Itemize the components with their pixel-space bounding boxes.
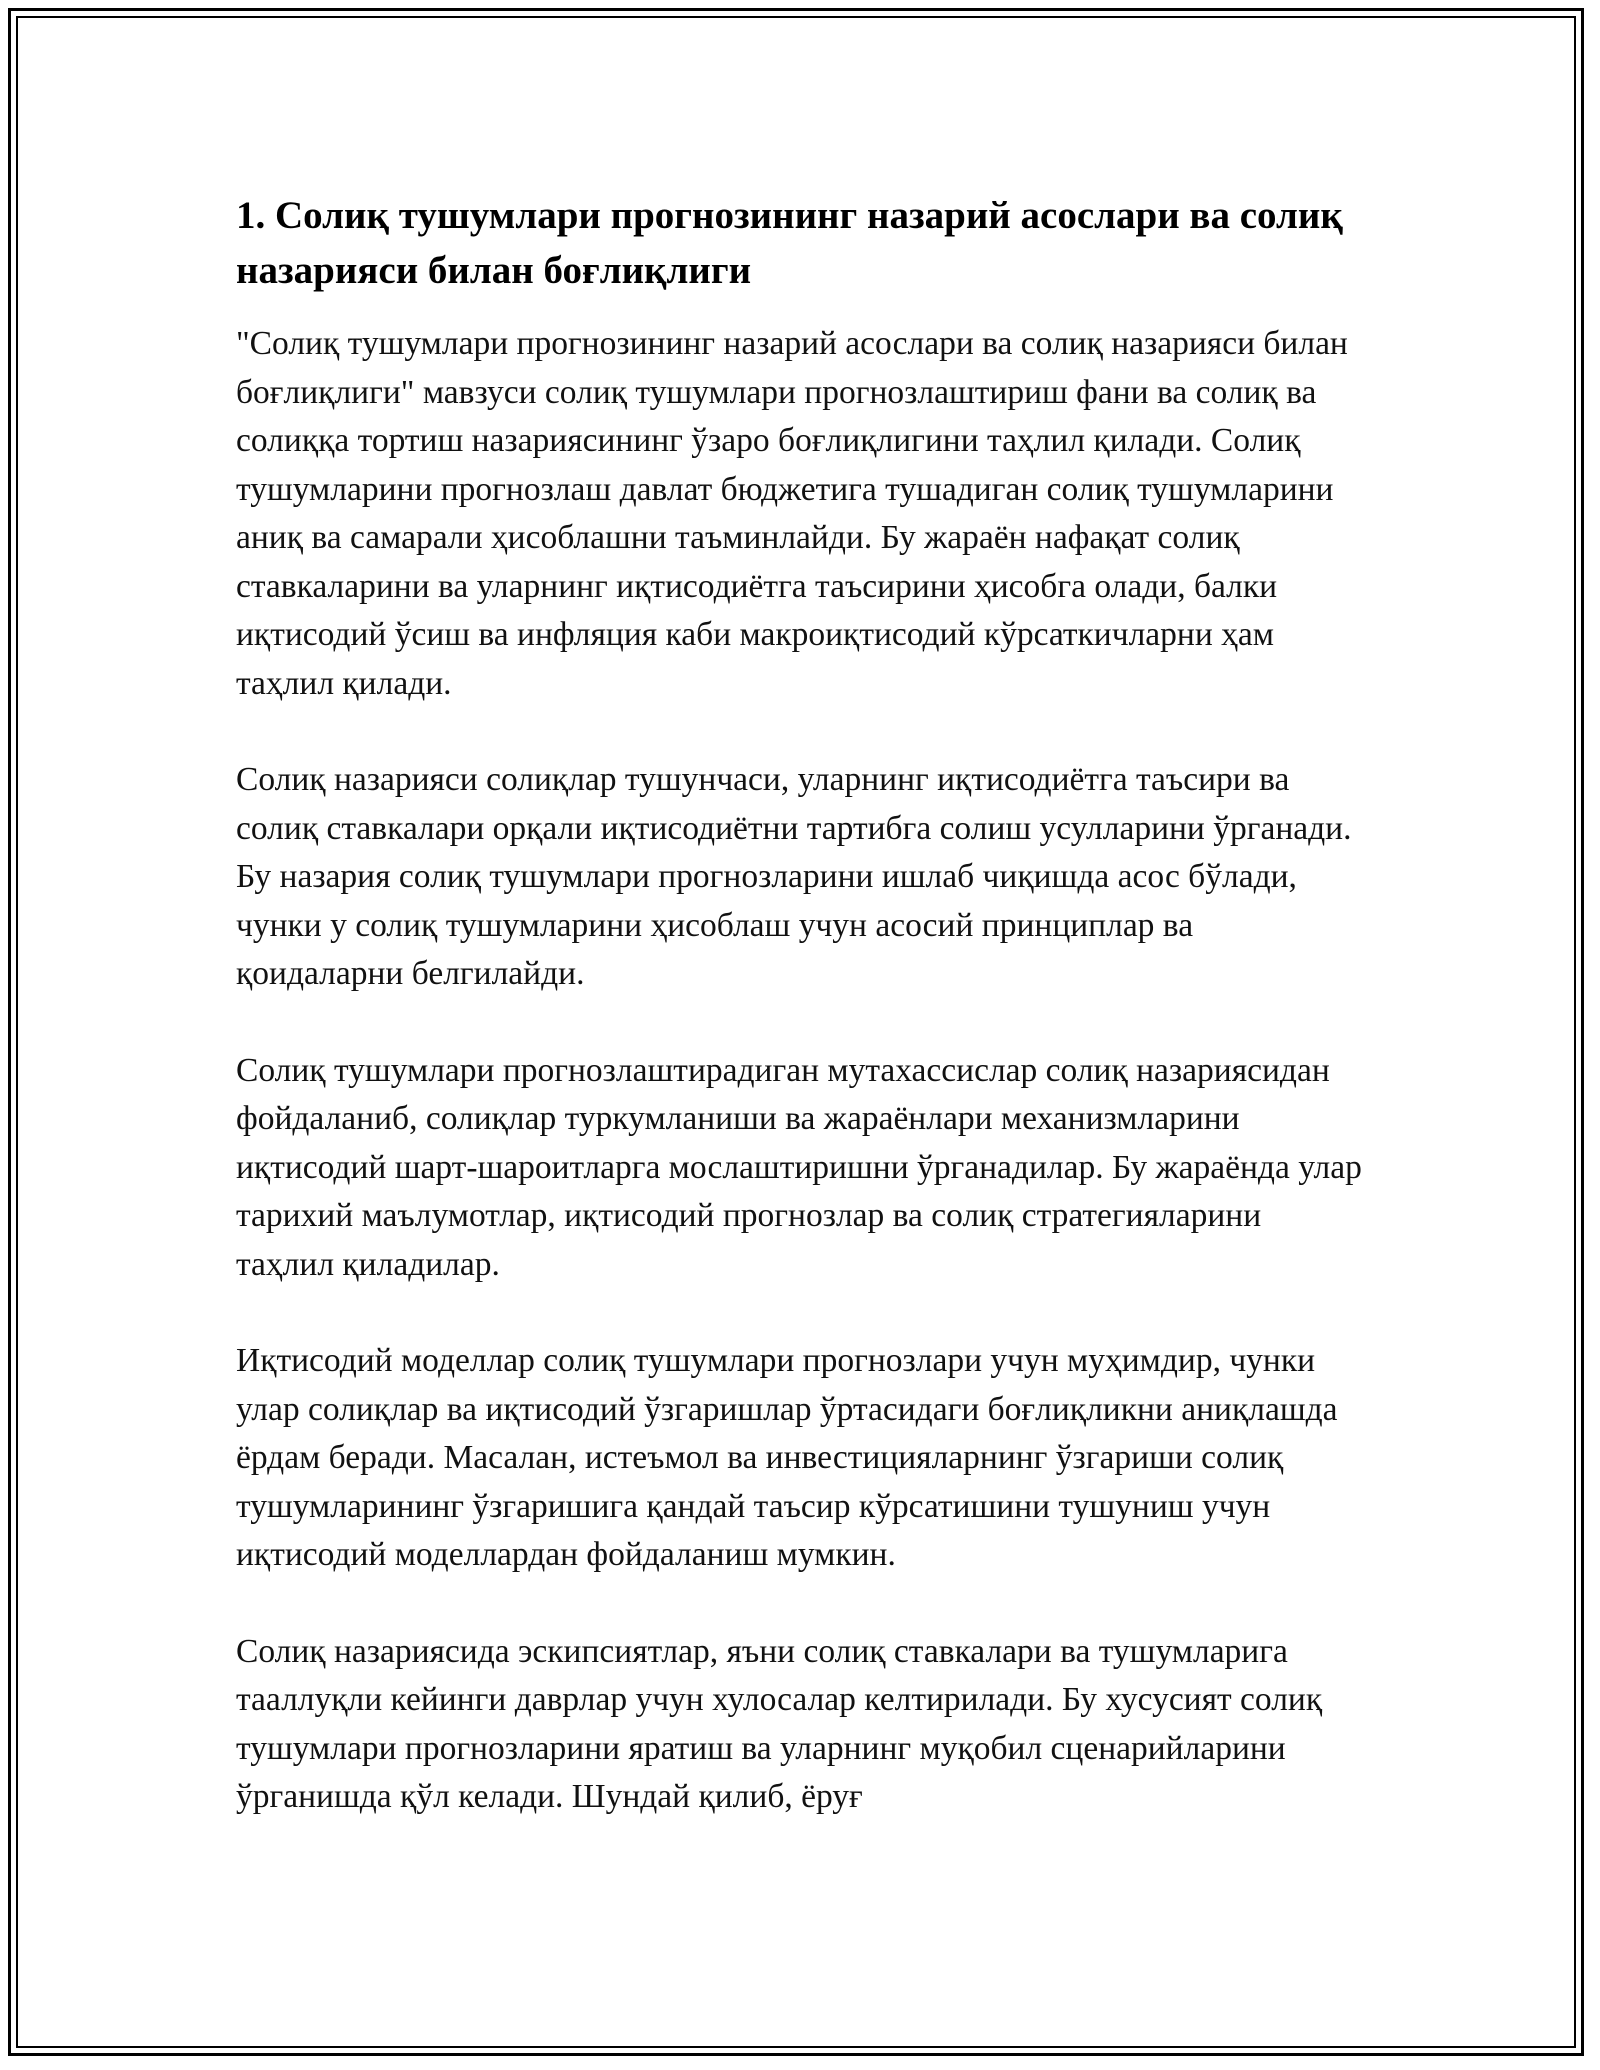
paragraph-5: Солиқ назариясида эскипсиятлар, яъни солиқ ставкалари ва тушумларига тааллуқли кейинги даврлар учун хулосалар келтирилади. Бу хусусият солиқ тушумлари прогнозларини яратиш ва уларнинг муқобил сценарийларини ўрганишда қўл келади. Шундай қилиб, ёруғ <box>236 1632 1323 1815</box>
paragraph-2: Солиқ назарияси солиқлар тушунчаси, уларнинг иқтисодиётга таъсири ва солиқ ставкалари орқали иқтисодиётни тартибга солиш усулларини ўрганади. Бу назария солиқ тушумлари прогнозларини ишлаб чиқишда асос бўлади, чунки у солиқ тушумларини ҳисоблаш учун асосий принциплар ва қоидаларни белгилайди. <box>236 761 1352 992</box>
section-heading: 1. Солиқ тушумлари прогнозининг назарий асослари ва солиқ назарияси билан боғлиқлиги <box>236 194 1343 292</box>
paragraph-3: Солиқ тушумлари прогнозлаштирадиган мутахассислар солиқ назариясидан фойдаланиб, солиқлар туркумланиши ва жараёнлари механизмларини иқтисодий шарт-шароитларга мослаштиришни ўрганадилар. Бу жараёнда улар тарихий маълумотлар, иқтисодий прогнозлар ва солиқ стратегияларини таҳлил қиладилар. <box>236 1051 1362 1283</box>
paragraph-4: Иқтисодий моделлар солиқ тушумлари прогнозлари учун муҳимдир, чунки улар солиқлар ва иқтисодий ўзгаришлар ўртасидаги боғлиқликни аниқлашда ёрдам беради. Масалан, истеъмол ва инвестицияларнинг ўзгариши солиқ тушумларининг ўзгаришига қандай таъсир кўрсатишини тушуниш учун иқтисодий моделлардан фойдаланиш мумкин. <box>236 1342 1338 1573</box>
paragraph-1: "Солиқ тушумлари прогнозининг назарий асослари ва солиқ назарияси билан боғлиқлиги" мавзуси солиқ тушумлари прогнозлаштириш фани ва солиқ ва солиққа тортиш назариясининг ўзаро боғлиқлигини таҳлил қилади. Солиқ тушумларини прогнозлаш давлат бюджетига тушадиган солиқ тушумларини аниқ ва самарали ҳисоблашни таъминлайди. Бу жараён нафақат солиқ ставкаларини ва уларнинг иқтисодиётга таъсирини ҳисобга олади, балки иқтисодий ўсиш ва инфляция каби макроиқтисодий кўрсаткичларни ҳам таҳлил қилади. <box>236 325 1348 702</box>
document-body <box>236 188 1364 1870</box>
